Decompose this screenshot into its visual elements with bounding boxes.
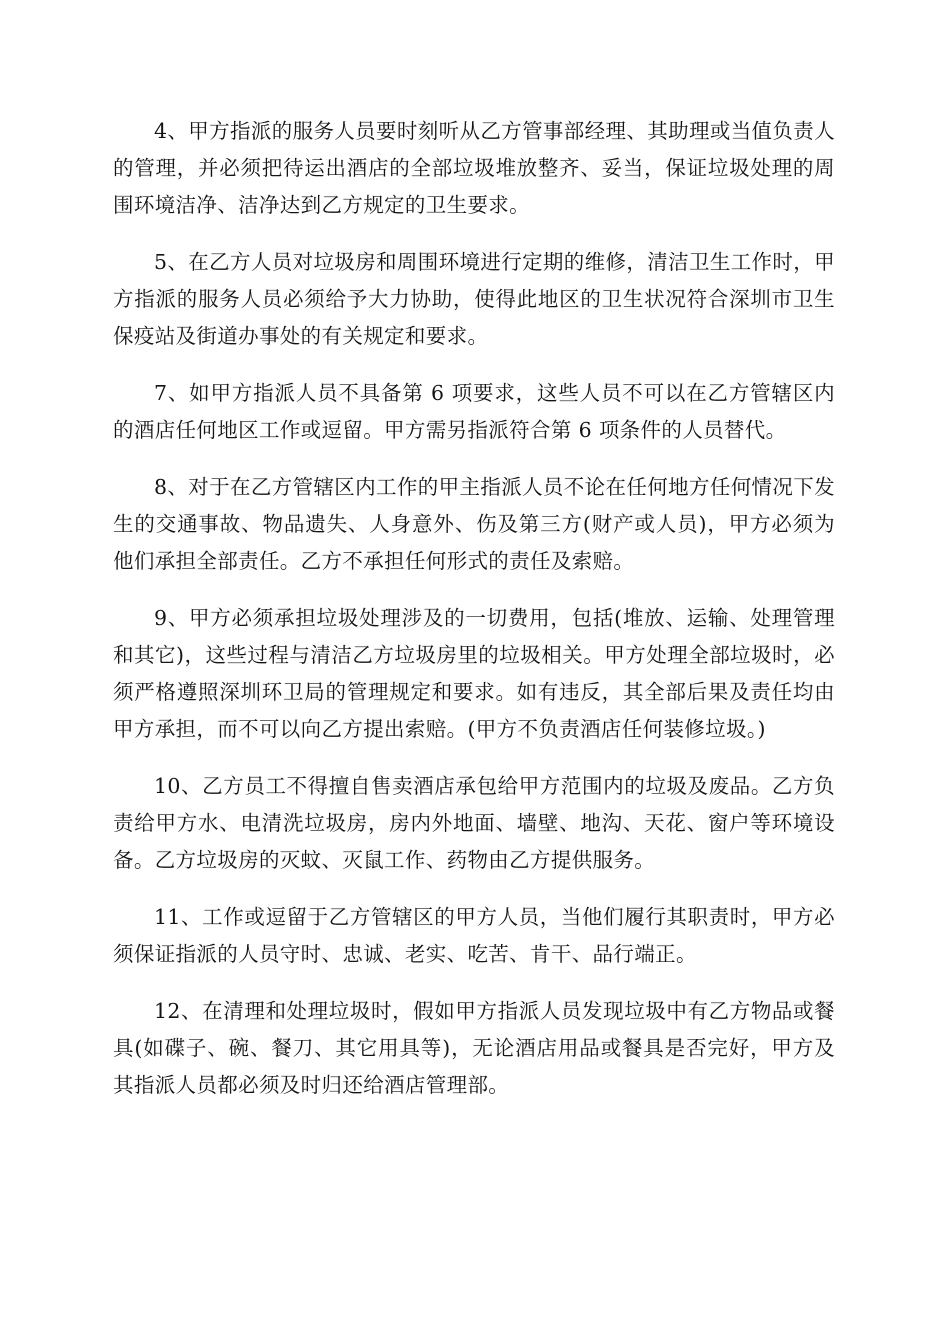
- clause-4-paragraph: 4、甲方指派的服务人员要时刻听从乙方管事部经理、其助理或当值负责人的管理，并必须把待运出酒店的全部垃圾堆放整齐、妥当，保证垃圾处理的周围环境洁净、洁净达到乙方规定的卫生要求。: [113, 119, 835, 218]
- clause-11-paragraph: 11、工作或逗留于乙方管辖区的甲方人员，当他们履行其职责时，甲方必须保证指派的人员守时、忠诚、老实、吃苦、肯干、品行端正。: [113, 905, 835, 967]
- clause-7-paragraph: 7、如甲方指派人员不具备第 6 项要求，这些人员不可以在乙方管辖区内的酒店任何地区工作或逗留。甲方需另指派符合第 6 项条件的人员替代。: [113, 381, 835, 443]
- clause-5-paragraph: 5、在乙方人员对垃圾房和周围环境进行定期的维修，清洁卫生工作时，甲方指派的服务人员必须给予大力协助，使得此地区的卫生状况符合深圳市卫生保疫站及街道办事处的有关规定和要求。: [113, 250, 835, 349]
- clause-8-paragraph: 8、对于在乙方管辖区内工作的甲主指派人员不论在任何地方任何情况下发生的交通事故、物品遗失、人身意外、伤及第三方(财产或人员)，甲方必须为他们承担全部责任。乙方不承担任何形式的责任及索赔。: [113, 474, 835, 574]
- clause-10-paragraph: 10、乙方员工不得擅自售卖酒店承包给甲方范围内的垃圾及废品。乙方负责给甲方水、电清洗垃圾房，房内外地面、墙壁、地沟、天花、窗户等环境设备。乙方垃圾房的灭蚊、灭鼠工作、药物由乙方提供服务。: [113, 774, 835, 873]
- clause-9-paragraph: 9、甲方必须承担垃圾处理涉及的一切费用，包括(堆放、运输、处理管理和其它)，这些过程与清洁乙方垃圾房里的垃圾相关。甲方处理全部垃圾时，必须严格遵照深圳环卫局的管理规定和要求。如有违反，其全部后果及责任均由甲方承担，而不可以向乙方提出索赔。(甲方不负责酒店任何装修垃圾。): [113, 605, 835, 742]
- document-body: [113, 113, 835, 1124]
- clause-12-paragraph: 12、在清理和处理垃圾时，假如甲方指派人员发现垃圾中有乙方物品或餐具(如碟子、碗、餐刀、其它用具等)，无论酒店用品或餐具是否完好，甲方及其指派人员都必须及时归还给酒店管理部。: [113, 998, 835, 1098]
